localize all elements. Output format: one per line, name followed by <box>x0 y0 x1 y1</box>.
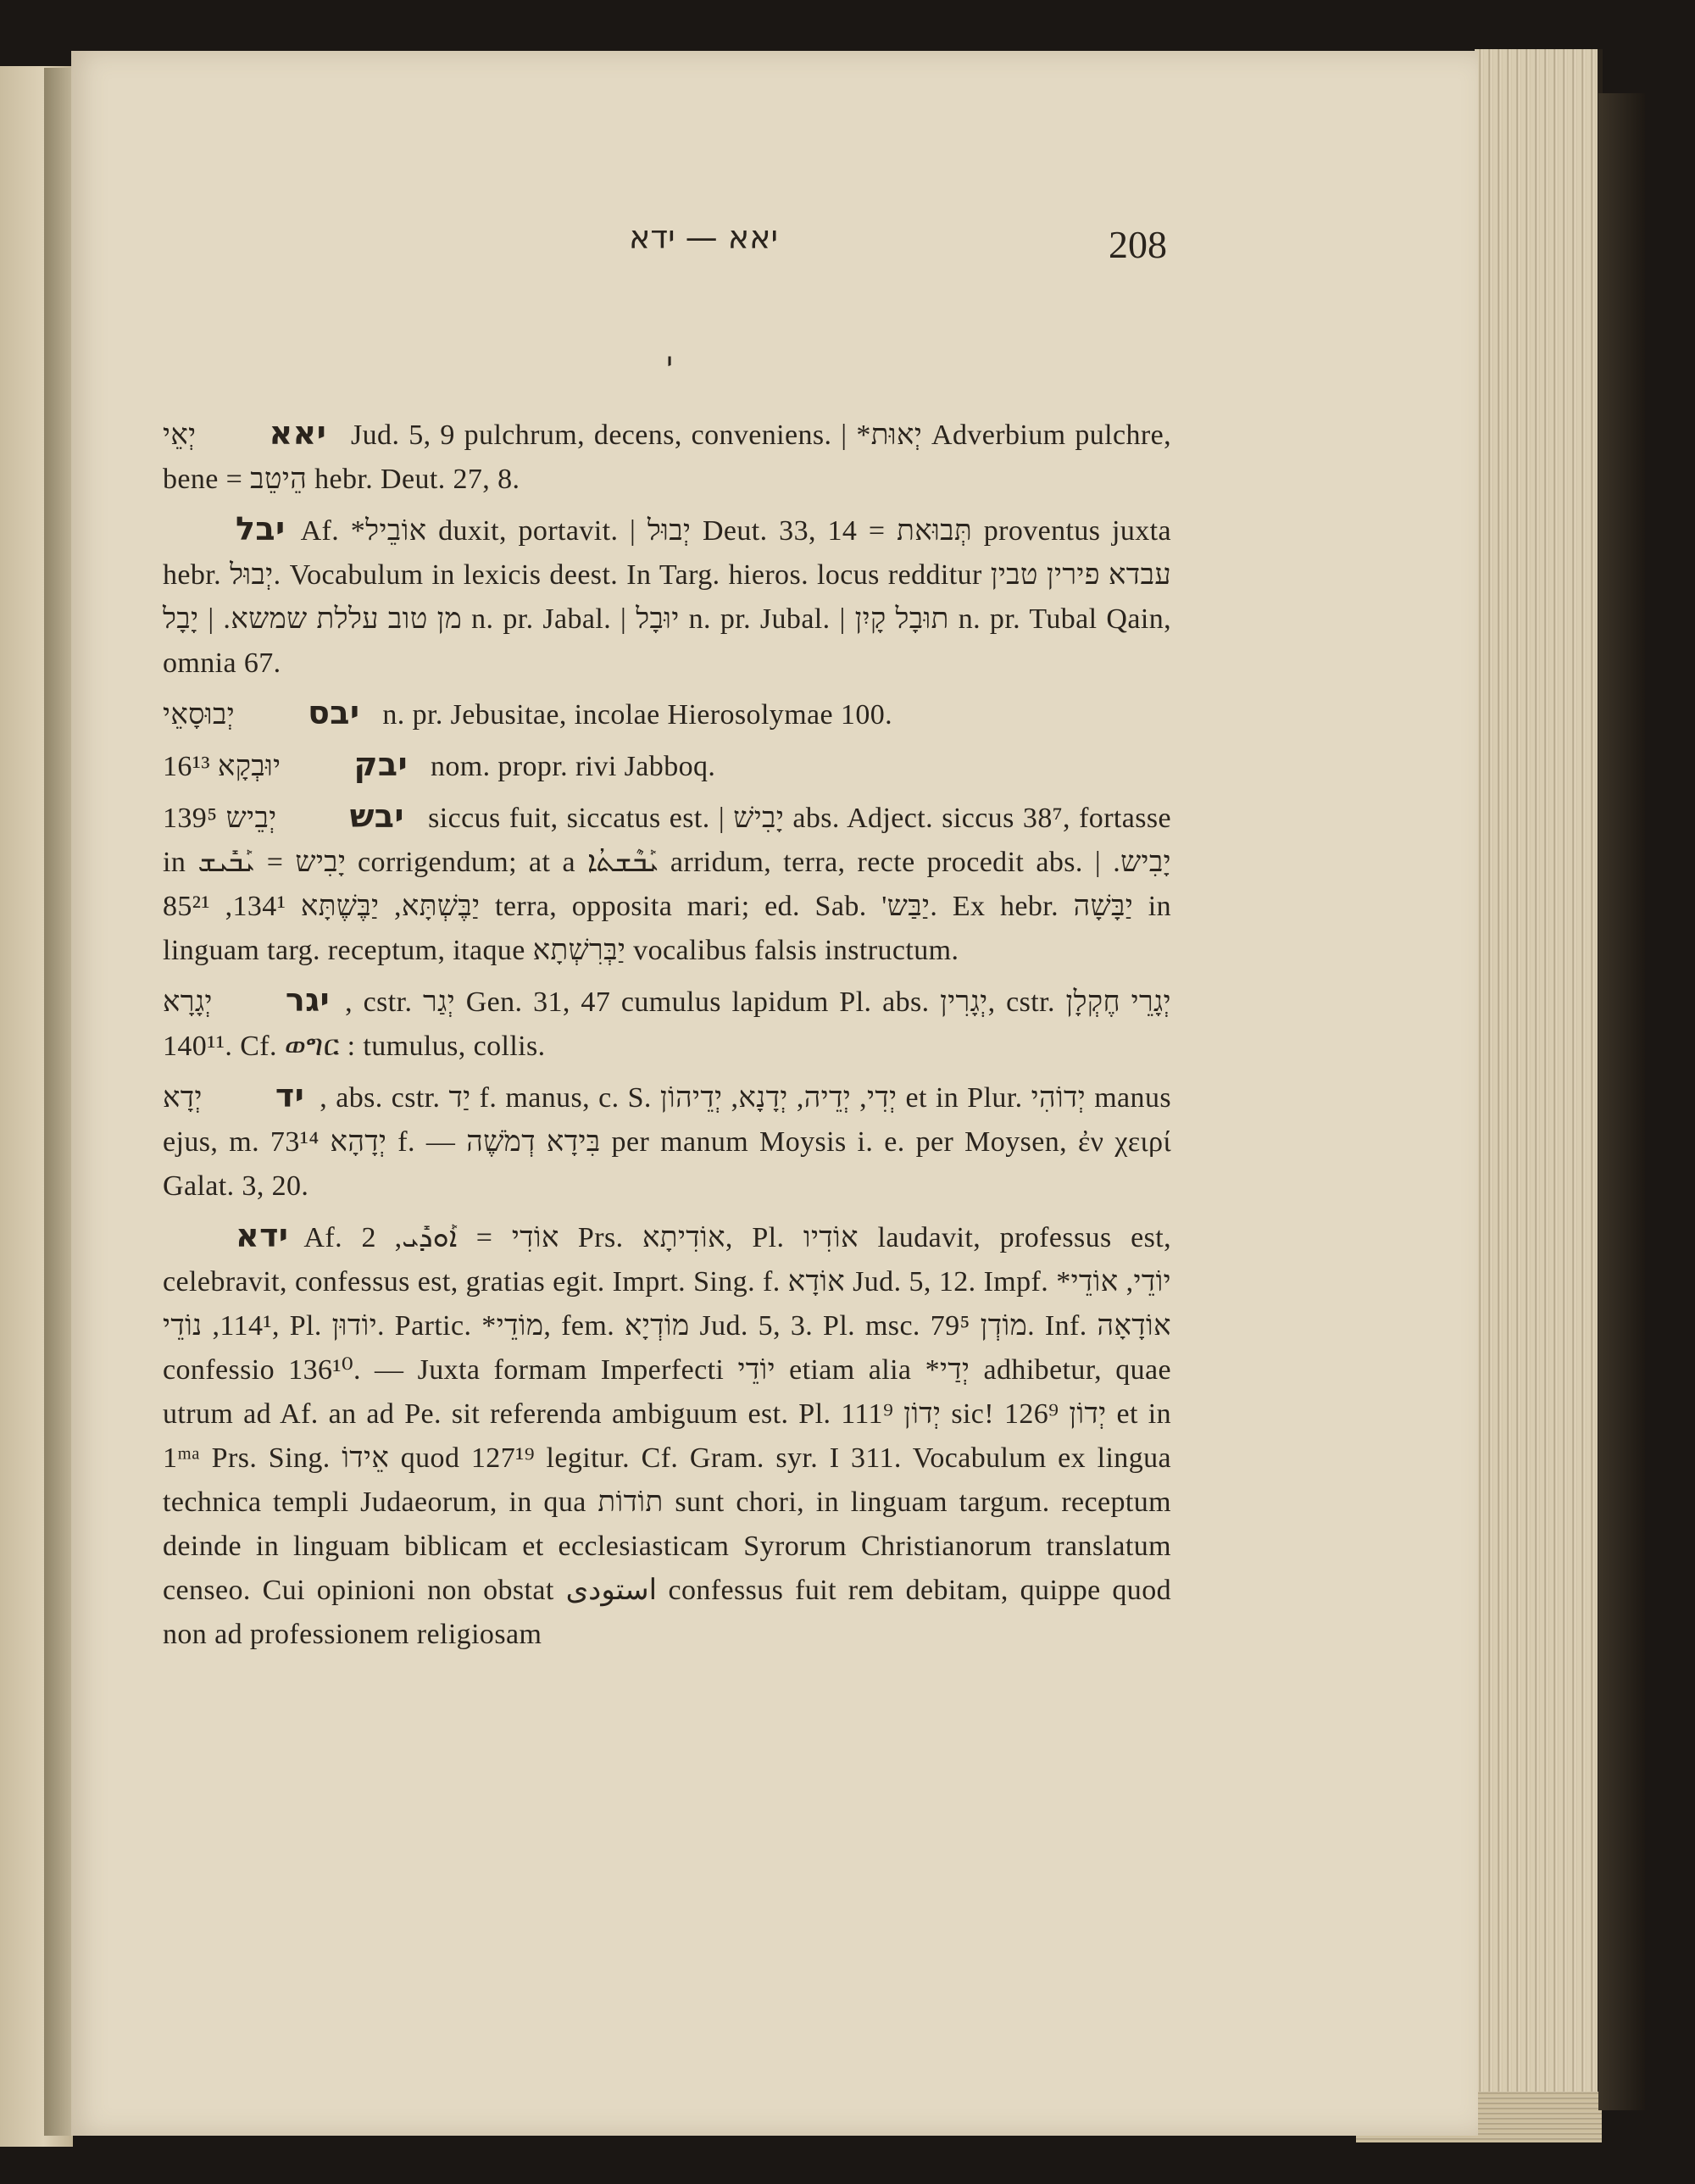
entry-ybs <box>163 691 1171 737</box>
entry-root: יד <box>275 1077 305 1114</box>
entry-text: יְבֵיש 139⁵ siccus fuit, siccatus est. | יָבִישׁ abs. Adject. siccus 38⁷, fortasse in יָבִיש = ܝܰܒܺܝܫ corrigendum; at a ܝܰܒܶܫܬܳܐ arridum, terra, recte procedit abs. יָבִיש. | יַבֶּשְׁתָּא, יַבֶּשֶׁתָּא 134¹, 85²¹ terra, opposita mari; ed. Sab. 'יַבַּש. Ex hebr. יַבָּשָׁה in linguam targ. receptum, itaque יַבְּרִשְׁתָא vocalibus falsis instructum. <box>163 803 1172 966</box>
dictionary-entries <box>163 411 1171 1662</box>
entry-text: Af. אוֹדִי = ܐܰܘܕܺܝ, 2 Prs. אוֹדִיתָא, Pl. אוֹדִיו laudavit, professus est, celebravit, confessus est, gratias egit. Imprt. Sing. f. אוֹדָא Jud. 5, 12. Impf. *יוֹדֵי, אוֹדֵי 114¹, נוֹדֵי, Pl. יוֹדוּן. Partic. *מוֹדֵי, fem. מוֹדְיָא Jud. 5, 3. Pl. msc. מוֹדְן 79⁵. Inf. אוֹדָאָה confessio 136¹⁰. — Juxta formam Imperfecti יוֹדֵי etiam alia *יְדַי adhibetur, quae utrum ad Af. an ad Pe. sit referenda ambiguum est. Pl. יְדוֹן 111⁹ sic! יְדוֹן 126⁹ et in 1ᵐᵃ Prs. Sing. אֵידוֹ quod 127¹⁹ legitur. Cf. Gram. syr. I 311. Vocabulum ex lingua technica templi Judaeorum, in qua תוֹדוֹת sunt chori, in linguam targum. receptum deinde in linguam biblicam et ecclesiasticam Syrorum Christianorum translatum censeo. Cui opinioni non obstat استودى confessus fuit rem debitam, quippe quod non ad professionem religiosam <box>163 1222 1172 1650</box>
entry-text: Af. *אוֹבֵיל duxit, portavit. | יְבוּל Deut. 33, 14 = תְּבוּאת proventus juxta hebr. יְבוּל. Vocabulum in lexicis deest. In Targ. hieros. locus redditur עבדא פירין טבין מן טוב עללת שמשא. | יָבָל n. pr. Jabal. | יוּבָל n. pr. Jubal. | תוּבָל קָיִן n. pr. Tubal Qain, omnia 67. <box>163 515 1172 679</box>
entry-root: יבס <box>308 694 360 731</box>
page-edges <box>1475 49 1603 2092</box>
entry-ybl <box>163 507 1171 686</box>
entry-yda <box>163 1214 1171 1657</box>
running-head: יאא — ידא <box>628 219 779 256</box>
entry-text: יְדָא, abs. cstr. יַד f. manus, c. S. יְדִי, יְדֵיה, יְדָנָא, יְדֵיהוֹן et in Plur. יְדוֹהִי manus ejus, m. יְדָהָא 73¹⁴ f. — בִּידָא דְמֹשֶׁה per manum Moysis i. e. per Moysen, ἐν χειρί Galat. 3, 20. <box>163 1082 1171 1202</box>
entry-root: יאא <box>269 414 327 452</box>
entry-ygr <box>163 978 1171 1069</box>
entry-root: יבק <box>353 746 408 783</box>
entry-root: ידא <box>236 1217 289 1254</box>
section-letter: י <box>666 346 673 380</box>
entry-text: יְגָרָא, cstr. יְגַר Gen. 31, 47 cumulus lapidum Pl. abs. יְגָרִין, cstr. יְגָרֵי חֶקְלָן 140¹¹. Cf. ወግር : tumulus, collis. <box>163 986 1171 1062</box>
entry-root: יגר <box>285 981 331 1019</box>
entry-text: יוּבְקָא 16¹³ nom. propr. rivi Jabboq. <box>163 751 716 782</box>
entry-text: יְאֵי Jud. 5, 9 pulchrum, decens, conveniens. | *יְאוּת Adverbium pulchre, bene = הֵיטֵב hebr. Deut. 27, 8. <box>163 420 1171 495</box>
entry-yd <box>163 1074 1171 1209</box>
book-spine <box>1598 93 1645 2110</box>
entry-yaa <box>163 411 1171 502</box>
entry-text: יְבוּסָאֵי n. pr. Jebusitae, incolae Hierosolymae 100. <box>163 699 893 731</box>
page-number: 208 <box>1109 223 1167 266</box>
entry-root: יבש <box>349 797 404 835</box>
entry-ybq <box>163 742 1171 789</box>
entry-root: יבל <box>236 510 286 547</box>
entry-ybsh <box>163 794 1171 973</box>
